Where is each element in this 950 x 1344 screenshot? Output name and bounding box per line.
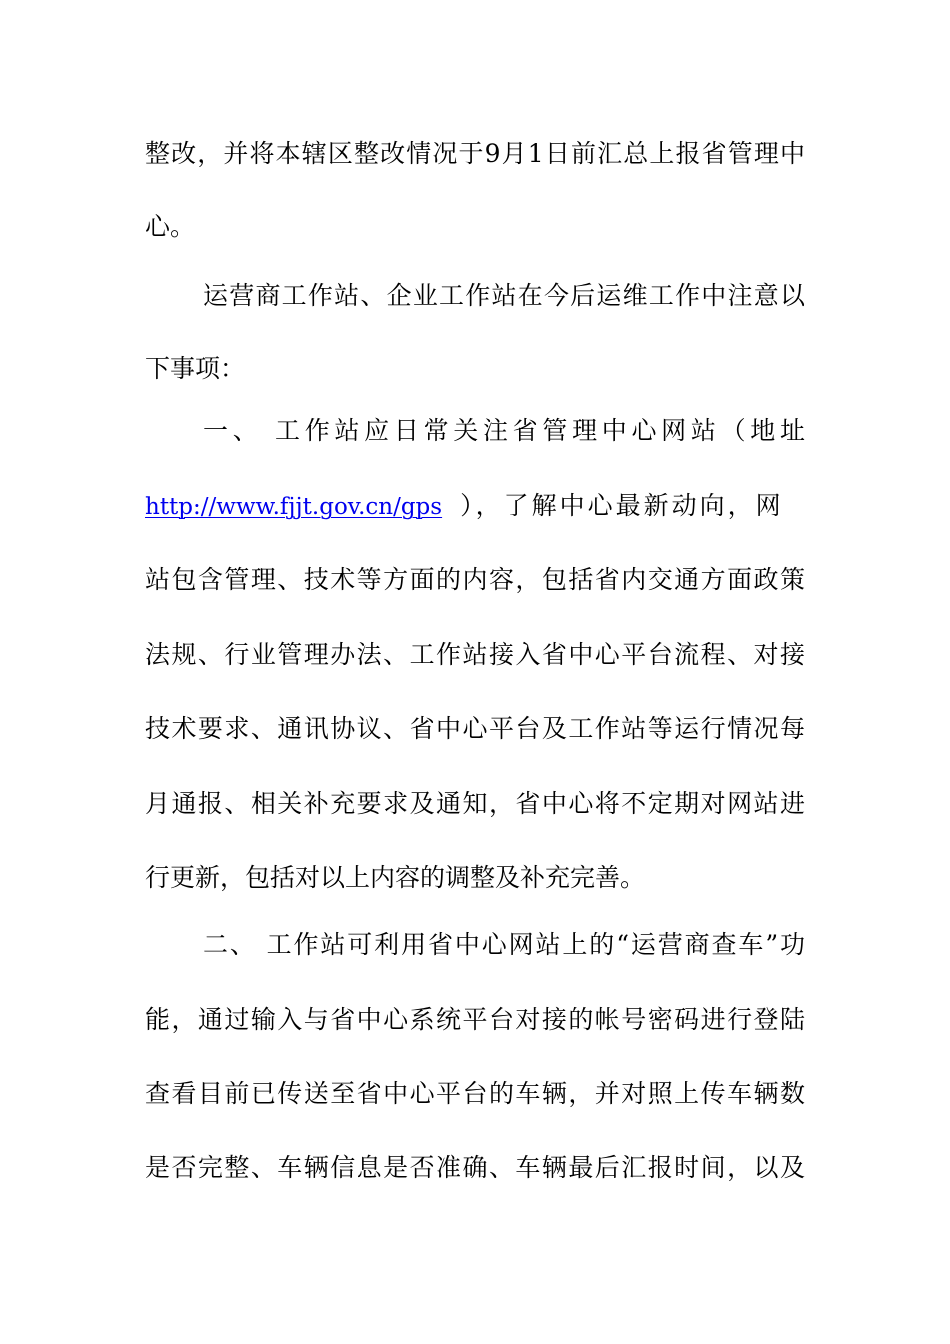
list-item-heading: 一、 工作站应日常关注省管理中心网站（地址 — [203, 416, 805, 445]
text-line-with-link — [145, 486, 805, 526]
text-line: 月通报、相关补充要求及通知，省中心将不定期对网站进 — [145, 789, 805, 818]
text-line: 运营商工作站、企业工作站在今后运维工作中注意以 — [203, 281, 805, 310]
website-link[interactable]: http://www.fjjt.gov.cn/gps — [145, 494, 443, 520]
text-line: 查看目前已传送至省中心平台的车辆，并对照上传车辆数 — [145, 1079, 805, 1108]
text-line: 整改，并将本辖区整改情况于9月1日前汇总上报省管理中 — [145, 139, 805, 168]
text-fragment: ），了解中心最新动向，网 — [460, 491, 784, 520]
text-line: 技术要求、通讯协议、省中心平台及工作站等运行情况每 — [145, 714, 805, 743]
text-line: 法规、行业管理办法、工作站接入省中心平台流程、对接 — [145, 640, 805, 669]
text-line: 行更新，包括对以上内容的调整及补充完善。 — [145, 863, 646, 892]
text-line: 是否完整、车辆信息是否准确、车辆最后汇报时间，以及 — [145, 1153, 805, 1182]
text-line: 心。 — [145, 212, 196, 241]
text-line: 站包含管理、技术等方面的内容，包括省内交通方面政策 — [145, 565, 805, 594]
list-item-heading: 二、 工作站可利用省中心网站上的“运营商查车”功 — [203, 930, 805, 959]
text-line: 能，通过输入与省中心系统平台对接的帐号密码进行登陆 — [145, 1005, 805, 1034]
text-line: 下事项： — [145, 354, 246, 383]
